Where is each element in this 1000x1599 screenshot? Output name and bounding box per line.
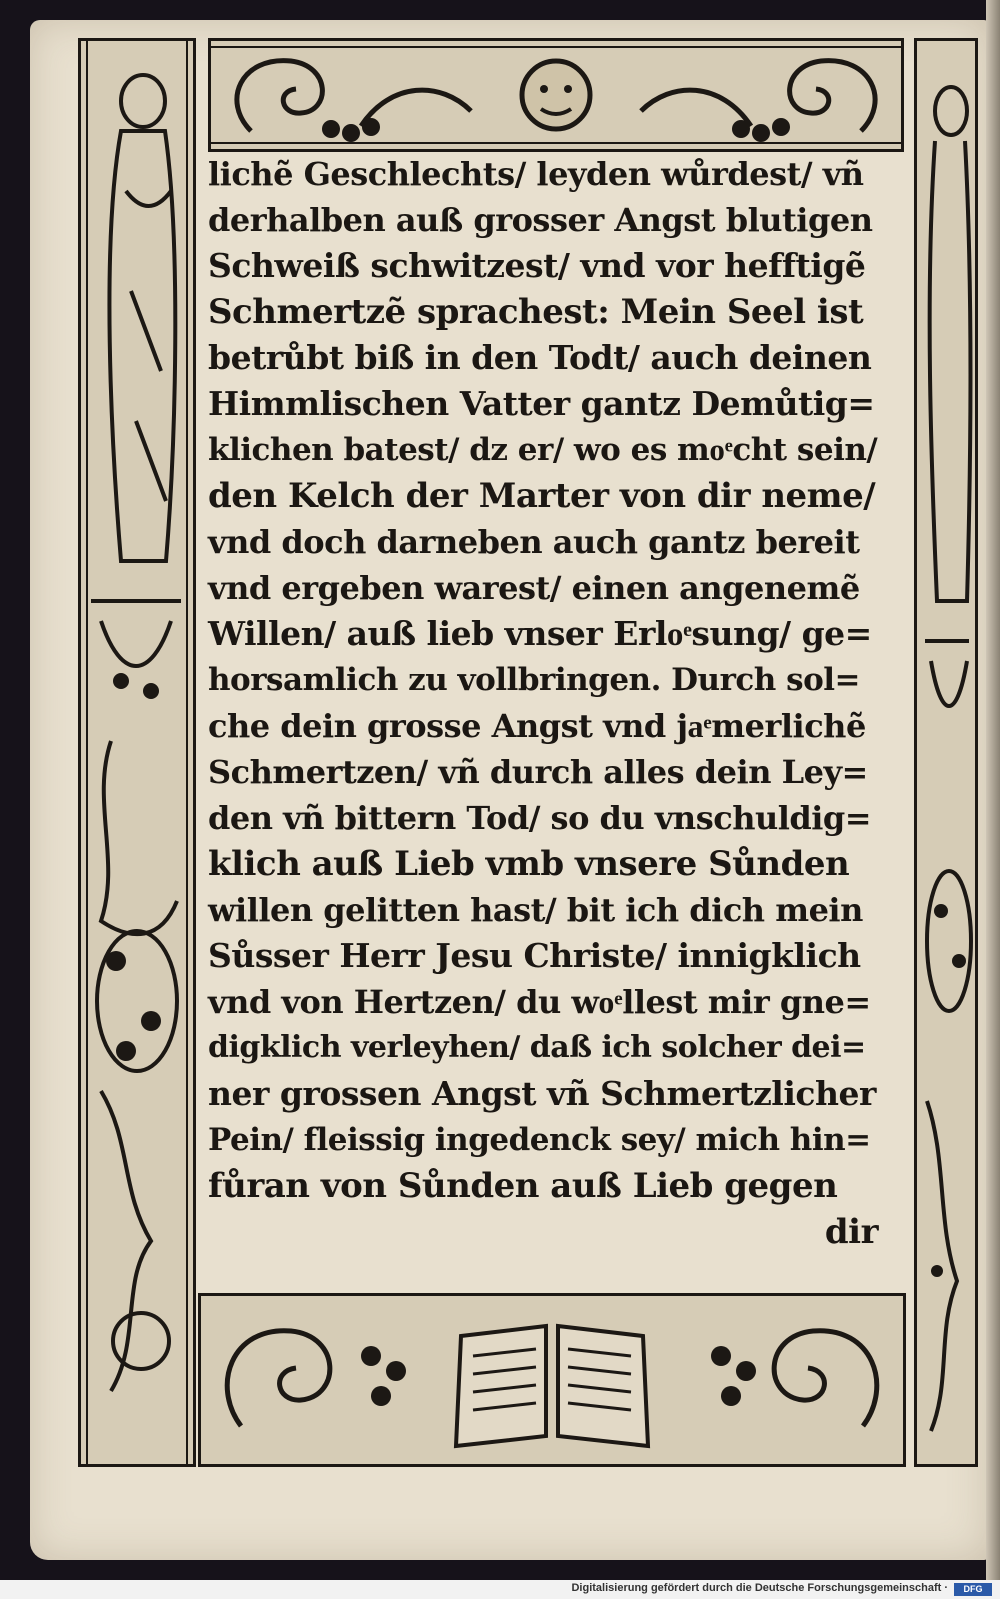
- text-line: digklich verleyhen/ daß ich solcher dei=: [208, 1030, 866, 1065]
- text-line: klich auß Lieb vmb vnsere Sůnden: [208, 844, 850, 884]
- text-line: Sůsser Herr Jesu Christe/ innigklich: [208, 936, 861, 975]
- text-line: Schmertzẽ sprachest: Mein Seel ist: [208, 292, 864, 332]
- text-line: willen gelitten hast/ bit ich dich mein: [208, 891, 863, 929]
- text-line: betrůbt biß in den Todt/ auch deinen: [208, 338, 872, 377]
- text-line: Willen/ auß lieb vnser Erloͤsung/ ge=: [208, 614, 872, 653]
- catchword: dir: [824, 1212, 878, 1252]
- text-line: den vñ bittern Tod/ so du vnschuldig=: [208, 799, 872, 837]
- woodcut-border-left: [78, 38, 196, 1467]
- woodcut-border-top: [208, 38, 904, 152]
- text-line: horsamlich zu vollbringen. Durch sol=: [208, 662, 861, 698]
- text-line: derhalben auß grosser Angst blutigen: [208, 201, 873, 239]
- text-line: Schmertzen/ vñ durch alles dein Ley=: [208, 753, 868, 791]
- page-edge: [986, 0, 1000, 1580]
- text-line: che dein grosse Angst vnd jaͤmerlichẽ: [208, 707, 866, 745]
- digitization-footer: [0, 1580, 1000, 1599]
- text-line: Schweiß schwitzest/ vnd vor hefftigẽ: [208, 246, 866, 285]
- text-line: fůran von Sůnden auß Lieb gegen: [208, 1166, 838, 1206]
- woodcut-border-bottom: [198, 1293, 906, 1467]
- text-line: vnd doch darneben auch gantz bereit: [208, 523, 860, 561]
- woodcut-border-right: [914, 38, 978, 1467]
- text-line: ner grossen Angst vñ Schmertzlicher: [208, 1074, 876, 1113]
- text-line: vnd ergeben warest/ einen angenemẽ: [208, 569, 860, 607]
- funding-credit: Digitalisierung gefördert durch die Deutsche Forschungsgemeinschaft ·: [571, 1582, 948, 1594]
- text-line: Himmlischen Vatter gantz Demůtig=: [208, 384, 875, 423]
- text-line: Pein/ fleissig ingedenck sey/ mich hin=: [208, 1122, 871, 1158]
- text-line: vnd von Hertzen/ du woͤllest mir gne=: [208, 983, 871, 1021]
- text-line: lichẽ Geschlechts/ leyden wůrdest/ vñ: [208, 155, 864, 193]
- text-block: [208, 152, 886, 1282]
- text-line: den Kelch der Marter von dir neme/: [208, 476, 876, 516]
- dfg-logo-icon: DFG: [954, 1583, 992, 1596]
- text-line: klichen batest/ dz er/ wo es moͤcht sein/: [208, 432, 878, 468]
